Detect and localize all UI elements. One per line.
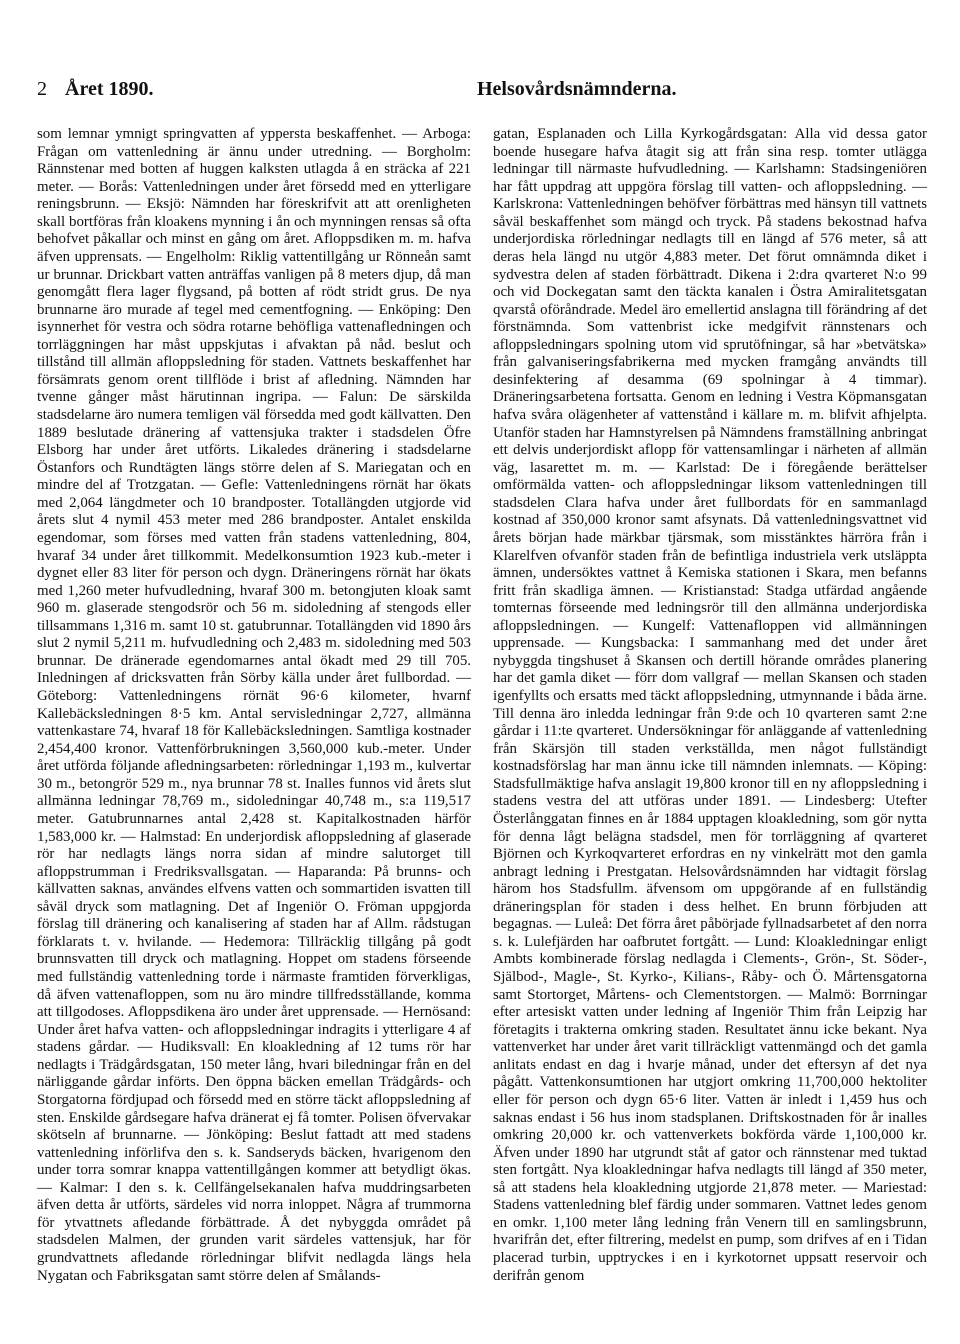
left-column-text: som lemnar ymnigt springvatten af yppersta beskaffenhet. — Arboga: Frågan om vattenledning är ännu under utredning. — Borgholm: Rännstenar med botten af huggen kalksten utlagda å en sträcka af 221 meter. — Borås: Vattenledningen under året försedd med en ytterligare reningsbrunn. — Eksjö: Nämnden har föreskrifvit att att orenligheten skall bortföras från kloakens mynning i ån och mynningen rensas så ofta behofvet påkallar och minst en gång om året. Afloppsdiken m. m. hafva äfven upprensats. — Engelholm: Riklig vattentillgång ur Rönneån samt ur brunnar. Drickbart vatten anträffas vanligen på 8 meters djup, då man genomgått flera lager flygsand, på botten af rödt stridt grus. De nya brunnarne äro murade af tegel med cementfogning. — Enköping: Den isynnerhet för vestra och södra rotarne behöfliga vattenafledningen och torrläggningen har måst uppskjutas i afvaktan på nåd. beslut och tillstånd till allmän afloppsledning för staden. Vattnets beskaffenhet har försämrats genom orent tillflöde i brist af afledning. Nämnden har tvenne gånger måst härutinnan ingripa. — Falun: De särskilda stadsdelarne äro numera temligen väl försedda med godt källvatten. Den 1889 beslutade dränering af vattensjuka trakter i stadsdelen Öfre Elsborg har under året utförts. Likaledes dränering i stadsdelarne Östanfors och Rundtägten längs större delen af S. Mariegatan och en mindre del af Trotzgatan. — Gefle: Vattenledningens rörnät har ökats med 2,064 längdmeter och 10 brandposter. Totallängden utgjorde vid årets slut 4 nymil 453 meter med 286 brandposter. Antalet enskilda egendomar, som förses med vatten från stadens vattenledning, 804, hvaraf 34 under året tillkommit. Medelkonsumtion 1923 kub.-meter i dygnet eller 83 liter för person och dygn. Dräneringens rörnät har ökats med 1,260 meter hufvudledning, hvaraf 300 m. betongjuten kloak samt 960 m. glaserade stengodsrör och 56 m. sidoledning af stengods eller tillsammans 1,316 m. samt 10 st. gatubrunnar. Totallängden vid 1890 års slut 2 nymil 5,211 m. hufvudledning och 2,483 m. sidoledning med 503 brunnar. De dränerade egendomarnes antal ökadt med 29 till 705. Inledningen af dricksvatten från Sörby källa under året fullbordad. — Göteborg: Vattenledningens rörnät 96·6 kilometer, hvarnf Kallebäcksledningen 8·5 km. Antal servisledningar 2,727, allmänna vattenkastare 74, hvaraf 18 för Kallebäcksledningen. Samtliga kostnader 2,454,400 kronor. Vattenförbrukningen 3,560,000 kub.-meter. Under året utförda följande afledningsarbeten: rörledningar 1,193 m., kulvertar 30 m., betongrör 529 m., nya brunnar 78 st. Inalles funnos vid årets slut allmänna ledningar 78,769 m., sidoledningar 40,748 m., s:a 119,517 meter. Gatubrunnarnes antal 2,428 st. Kapitalkostnaden härför 1,583,000 kr. — Halmstad: En underjordisk afloppsledning af glaserade rör har nedlagts längs norra sidan af mindre salutorget till afloppstrumman i Fredriksvallsgatan. — Haparanda: På brunns- och källvatten saknas, användes elfvens vatten och sommartiden isvatten till såväl dryck som matlagning. Det af Ingeniör O. Fröman uppgjorda förslag till dränering och kanalisering af staden har af Allm. rådstugan förklarats t. v. hvilande. — Hedemora: Tillräcklig tillgång på godt brunnsvatten till dryck och matlagning. Hoppet om stadens förseende med fullständig vattenledning torde i närmaste framtiden förverkligas, då äfven vattenafloppen, som nu äro mindre tillfredsställande, komma att tillgodoses. Afloppsdikena äro under året upprensade. — Hernösand: Under året hafva vatten- och afloppsledningar indragits i ytterligare 4 af stadens gårdar. — Hudiksvall: En kloakledning af 12 tums rör har nedlagts i Trädgårdsgatan, 150 meter lång, hvari biledningar från en del närliggande gårdar införts. Den öppna bäcken emellan Trädgårds- och Storgatorna fördjupad och försedd med en större täckt afloppsledning af sten. Enskilde gårdsegare hafva dränerat ej få tomter. Polisen öfvervakar skötseln af brunnarne. — Jönköping: Beslut fattadt att med stadens vattenledning införlifva den s. k. Sandseryds bäcken, hvarigenom den under torra somrar knappa vattentillgången kommer att betydligt ökas. — Kalmar: I den s. k. Cellfängelsekanalen hafva muddringsarbeten äfven detta år utförts, särdeles vid norra inloppet. Några af trummorna för ytvattnets afledande förbättrade. Å det nybyggda området på stadsdelen Malmen, der grunden varit särdeles vattensjuk, har för grundvattnets afledande rörledningar blifvit nedlagda längs hela Nygatan och Fabriksgatan samt större delen af Smålands- (37, 126, 471, 1284)
right-column-text: gatan, Esplanaden och Lilla Kyrkogårdsgatan: Alla vid dessa gator boende husegare hafva åtagit sig att från sina resp. tomter utlägga ledningar till närmaste hufvudledning. — Karlshamn: Stadsingeniören har fått uppdrag att uppgöra förslag till vatten- och afloppsledning. — Karlskrona: Vattenledningen behöfver förbättras med hänsyn till vattnets såväl beskaffenhet som mängd och tryck. På stadens bekostnad hafva underjordiska rörledningar nedlagts till en längd af 576 meter, så att deras hela längd nu utgör 4,883 meter. Det förut omnämnda diket i sydvestra delen af staden förbättradt. Dikena i 2:dra qvarteret N:o 99 och vid Dockegatan samt den täckta kanalen i Östra Amiralitetsgatan qvarstå oföråndrade. Medel äro emellertid anslagna till förändring af det förstnämnda. Som vattenbrist icke medgifvit rännstenars och afloppsledningars spolning utom vid sprutöfningar, så har »betvätska» från galvaniseringsfabrikerna med mycken framgång användts till desinfektering af desamma (69 spolningar à 4 timmar). Dräneringsarbetena fortsatta. Genom en ledning i Vestra Köpmansgatan hafva svåra olägenheter af vattenstånd i källare m. m. blifvit afhjelpta. Utanför staden har Hamnstyrelsen på Nämndens framställning anbringat ett delvis underjordiskt aflopp för vattensamlingar i närheten af allmän väg, lasarettet m. m. — Karlstad: De i föregående berättelser omförmälda vatten- och afloppsledningar liksom vattenledningen till stadsdelen Clara hafva under året fullbordats för en sammanlagd kostnad af 350,000 kronor samt afsynats. Då vattenledningsvattnet vid årets början hade märkbar tjärsmak, som misstänktes härröra från i Klarelfven ofvanför staden från de befintliga industriela verk utsläppta ämnen, undersöktes vattnet å Kemiska stationen i Skara, men befanns fritt från skadliga ämnen. — Kristianstad: Stadga utfärdad angående tomternas förseende med ledningsrör till den allmänna underjordiska afloppsledningen. — Kungelf: Vattenafloppen vid allmänningen upprensade. — Kungsbacka: I sammanhang med det under året nybyggda tingshuset å Skansen och dertill hörande områdes planering har det gamla diket — förr dom vallgraf — mellan Skansen och staden igenfyllts och ersatts med täckt afloppsledning, utmynnande i båda ärne. Till denna äro inledda ledningar från 9:de och 10 qvarteren samt 2:ne gårdar i 11:te qvarteret. Undersökningar för anläggande af vattenledning från Skärsjön till staden verkställda, men något fullständigt kostnadsförslag har man ännu icke till nämnden inlemnats. — Köping: Stadsfullmäktige hafva anslagit 19,800 kronor till en ny afloppsledning i stadens vestra del att utföras under 1891. — Lindesberg: Utefter Österlånggatan finnes en år 1884 upptagen kloakledning, som gör nytta för denna lågt belägna stadsdel, men för torrläggning af qvarteret Björnen och Kyrkoqvarteret erfordras en ny vinkelrätt mot den gamla anbragt ledning i Prestgatan. Helsovårdsnämnden har vidtagit förslag härom hos Stadsfullm. äfvensom om uppgörande af en fullständig dräneringsplan för staden i dess helhet. En brunn förbjuden att begagnas. — Luleå: Det förra året påbörjade fyllnadsarbetet af den norra s. k. Lulefjärden har oafbrutet fortgått. — Lund: Kloakledningar enligt Ambts kombinerade förslag nedlagda i Clements-, Grön-, St. Söder-, Själbod-, Magle-, St. Kyrko-, Kilians-, Råby- och Ö. Mårtensgatorna samt Stortorget, Mårtens- och Clementstorgen. — Malmö: Borrningar efter artesiskt vatten under ledning af Ingeniör Thim från Leipzig har företagits i trakterna omkring staden. Resultatet ännu icke bekant. Nya vattenverket har under året varit tillräckligt vattenmängd och det gamla anlitats endast en dag i hvarje månad, under det eftersyn af det nya pågått. Vattenkonsumtionen har utgjort omkring 11,700,000 hektoliter eller för person och dygn 65·6 liter. Vatten är inledt i 1,459 hus och saknas endast i 56 hus inom stadsplanen. Driftskostnaden för år inalles omkring 20,000 kr. och vattenverkets bokförda värde 1,100,000 kr. Äfven under 1890 har utgrundt ståt af gator och rännstenar med tuktad sten fortgått. Nya kloakledningar hafva nedlagts till längd af 350 meter, så att stadens hela kloakledning utgjorde 21,878 meter. — Mariestad: Stadens vattenledning blef färdig under sommaren. Vattnet ledes genom en omkr. 1,100 meter lång ledning från Venern till en samlingsbrunn, hvarifrån det, efter filtrering, medelst en pump, som drifves af en i Tidan placerad turbin, upptryckes i en i kyrkotornet uppsatt reservoir och derifrån genom (493, 126, 927, 1284)
page-header (37, 78, 925, 102)
page-number: 2 (37, 78, 47, 100)
column-divider (482, 126, 483, 1316)
right-column (493, 126, 927, 1316)
running-title-left: Året 1890. (65, 78, 154, 100)
left-column (37, 126, 471, 1316)
running-title-center: Helsovårdsnämnderna. (477, 78, 677, 100)
